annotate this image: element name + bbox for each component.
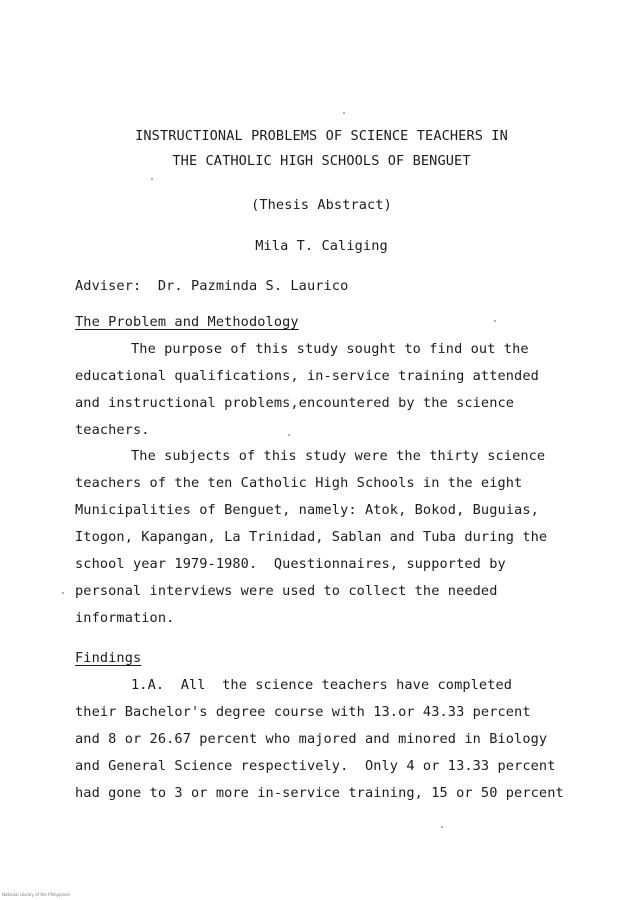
body-line: The purpose of this study sought to find out the bbox=[131, 341, 529, 357]
adviser: Adviser: Dr. Pazminda S. Laurico bbox=[75, 278, 349, 294]
subtitle: (Thesis Abstract) bbox=[251, 197, 392, 213]
body-line: their Bachelor's degree course with 13.or 43.33 percent bbox=[75, 704, 531, 720]
title-line-2: THE CATHOLIC HIGH SCHOOLS OF BENGUET bbox=[172, 153, 471, 169]
body-line: teachers. bbox=[75, 422, 150, 438]
scan-footer: National Library of the Philippines bbox=[2, 892, 70, 897]
section-heading-problem: The Problem and Methodology bbox=[75, 314, 299, 330]
body-line: Municipalities of Benguet, namely: Atok, Bokod, Buguias, bbox=[75, 502, 539, 518]
scan-speck bbox=[441, 826, 443, 828]
author: Mila T. Caliging bbox=[255, 238, 388, 254]
body-line: school year 1979-1980. Questionnaires, supported by bbox=[75, 556, 506, 572]
body-line: 1.A. All the science teachers have completed bbox=[131, 677, 513, 693]
title-line-1: INSTRUCTIONAL PROBLEMS OF SCIENCE TEACHERS IN bbox=[135, 128, 508, 144]
section-heading-findings: Findings bbox=[75, 650, 142, 666]
body-line: The subjects of this study were the thirty science bbox=[131, 448, 546, 464]
body-line: teachers of the ten Catholic High Schools in the eight bbox=[75, 475, 523, 491]
scan-speck bbox=[343, 112, 345, 114]
body-line: personal interviews were used to collect the needed bbox=[75, 583, 498, 599]
body-line: and General Science respectively. Only 4 or 13.33 percent bbox=[75, 758, 556, 774]
body-line: had gone to 3 or more in-service training, 15 or 50 percent bbox=[75, 785, 564, 801]
scan-speck bbox=[62, 592, 64, 594]
scan-speck bbox=[151, 178, 153, 180]
body-line: and 8 or 26.67 percent who majored and minored in Biology bbox=[75, 731, 548, 747]
body-line: information. bbox=[75, 610, 175, 626]
scan-speck bbox=[288, 434, 290, 436]
scan-speck bbox=[494, 320, 496, 322]
body-line: and instructional problems,encountered by the science bbox=[75, 395, 515, 411]
body-line: Itogon, Kapangan, La Trinidad, Sablan and Tuba during the bbox=[75, 529, 548, 545]
body-line: educational qualifications, in-service training attended bbox=[75, 368, 539, 384]
